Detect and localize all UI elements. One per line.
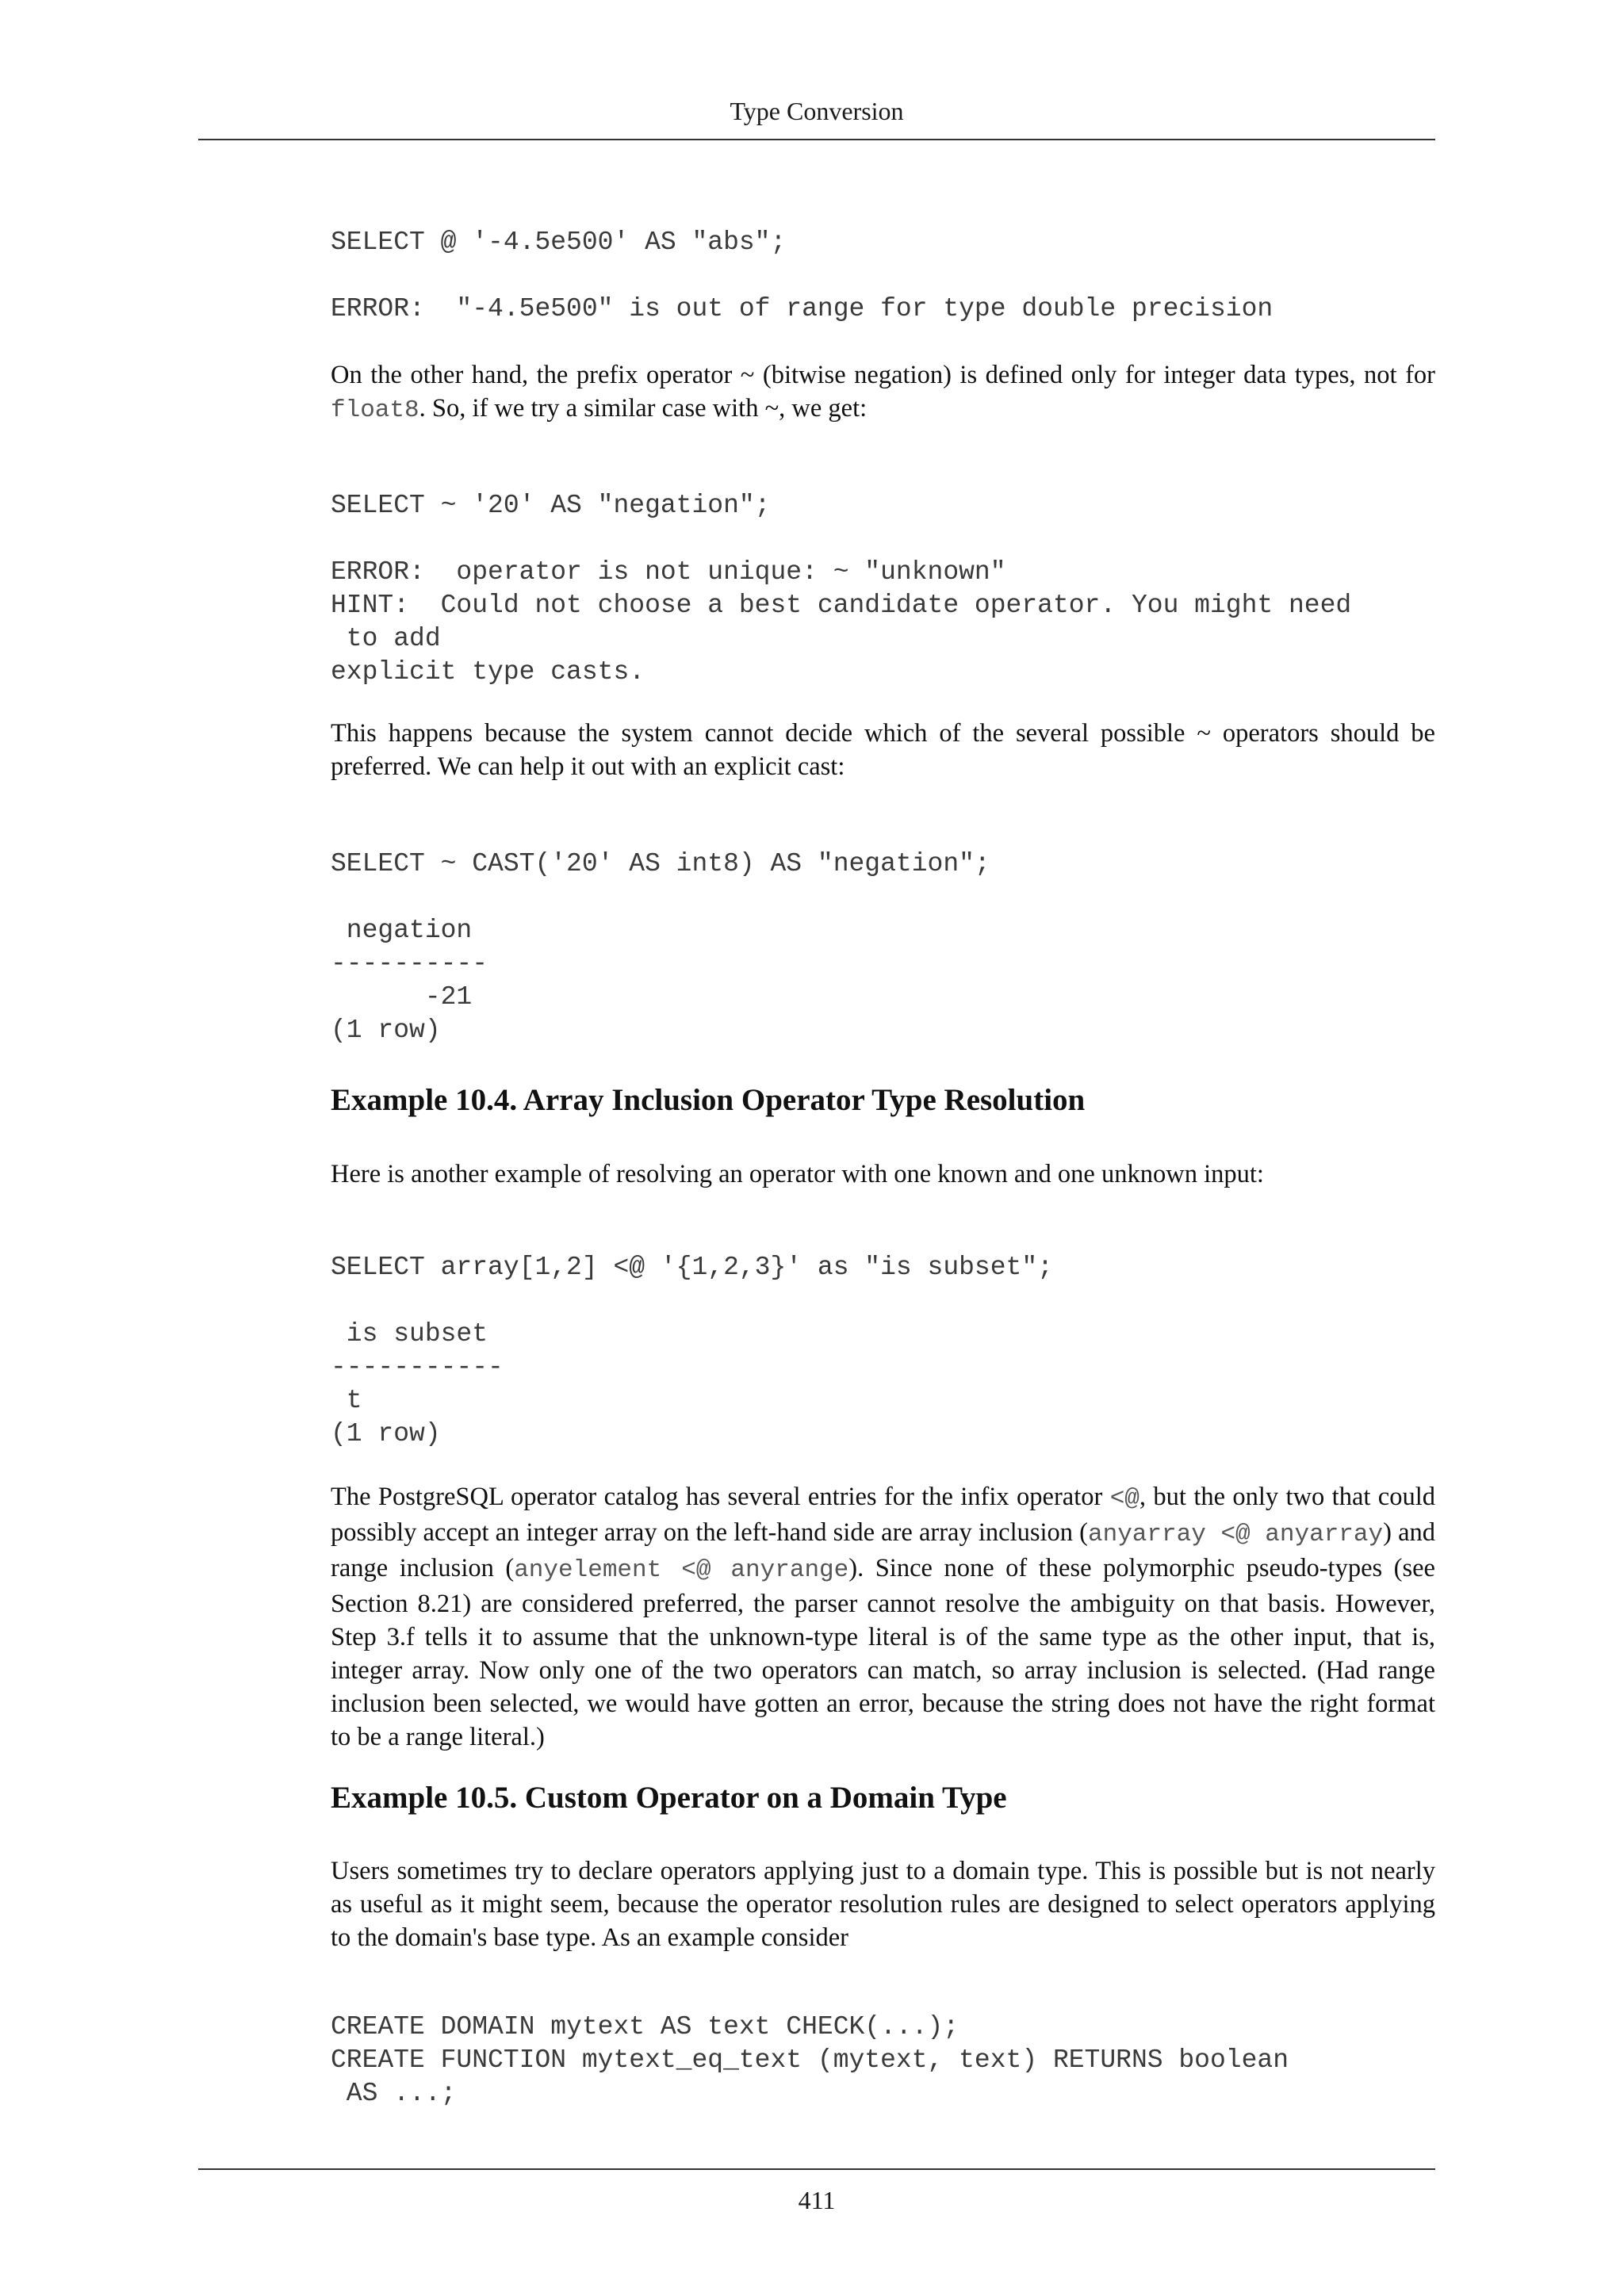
code-block-cast-result: SELECT ~ CAST('20' AS int8) AS "negation"; negation ---------- -21 (1 row) bbox=[331, 849, 990, 1045]
code-block-negation-error: SELECT ~ '20' AS "negation"; ERROR: operator is not unique: ~ "unknown" HINT: Could not choose a best candidate operator. You might need to add explicit type casts. bbox=[331, 491, 1352, 687]
inline-code-anyarray-operator: anyarray <@ anyarray bbox=[1088, 1521, 1384, 1548]
paragraph-operator-catalog bbox=[331, 1480, 1435, 1754]
paragraph-text: ). Since none of these polymorphic pseudo-types (see Section 8.21) are considered preferred, the parser cannot resolve the ambiguity on that basis. However, Step 3.f tells it to assume that the unknown-type literal is of the same type as the other input, that is, integer array. Now only one of the two operators can match, so array inclusion is selected. (Had range inclusion been selected, we would have gotten an error, because the string does not have the right format to be a range literal.) bbox=[331, 1554, 1435, 1751]
paragraph-text: ) and range inclusion ( bbox=[331, 1518, 1436, 1582]
code-block-array-subset: SELECT array[1,2] <@ '{1,2,3}' as "is subset"; is subset ----------- t (1 row) bbox=[331, 1253, 1053, 1448]
paragraph-text: On the other hand, the prefix operator ~ (bitwise negation) is defined only for integer data types, not for bbox=[331, 361, 1435, 389]
code-block-abs-error: SELECT @ '-4.5e500' AS "abs"; ERROR: "-4.5e500" is out of range for type double precision bbox=[331, 228, 1274, 323]
header-title: Type Conversion bbox=[730, 97, 904, 125]
paragraph-text: The PostgreSQL operator catalog has several entries for the infix operator bbox=[331, 1483, 1110, 1511]
page-number: 411 bbox=[798, 2186, 836, 2214]
running-header bbox=[198, 95, 1435, 140]
paragraph-text: , but the only two that could possibly accept an integer array on the left-hand side are array inclusion ( bbox=[331, 1483, 1435, 1547]
inline-code-anyrange-operator: anyelement <@ anyrange bbox=[514, 1556, 849, 1584]
example-heading-10-4: Example 10.4. Array Inclusion Operator Type Resolution bbox=[331, 1083, 1086, 1117]
paragraph-known-unknown-input: Here is another example of resolving an operator with one known and one unknown input: bbox=[331, 1160, 1264, 1188]
example-heading-10-5: Example 10.5. Custom Operator on a Domain Type bbox=[331, 1781, 1007, 1815]
paragraph-explicit-cast: This happens because the system cannot decide which of the several possible ~ operators should be preferred. We can help it out with an explicit cast: bbox=[331, 719, 1435, 781]
code-block-create-domain: CREATE DOMAIN mytext AS text CHECK(...); CREATE FUNCTION mytext_eq_text (mytext, text) RETURNS boolean AS ...; bbox=[331, 2012, 1289, 2108]
paragraph-text: . So, if we try a similar case with ~, we get: bbox=[419, 394, 868, 423]
running-footer bbox=[198, 2168, 1435, 2216]
inline-code-contained-operator: <@ bbox=[1109, 1485, 1139, 1513]
paragraph-domain-operators: Users sometimes try to declare operators applying just to a domain type. This is possible but is not nearly as useful as it might seem, because the operator resolution rules are designed to select operators applying to the domain's base type. As an example consider bbox=[331, 1857, 1435, 1952]
paragraph-bitwise-negation bbox=[331, 358, 1435, 427]
inline-code-float8: float8 bbox=[331, 396, 419, 424]
